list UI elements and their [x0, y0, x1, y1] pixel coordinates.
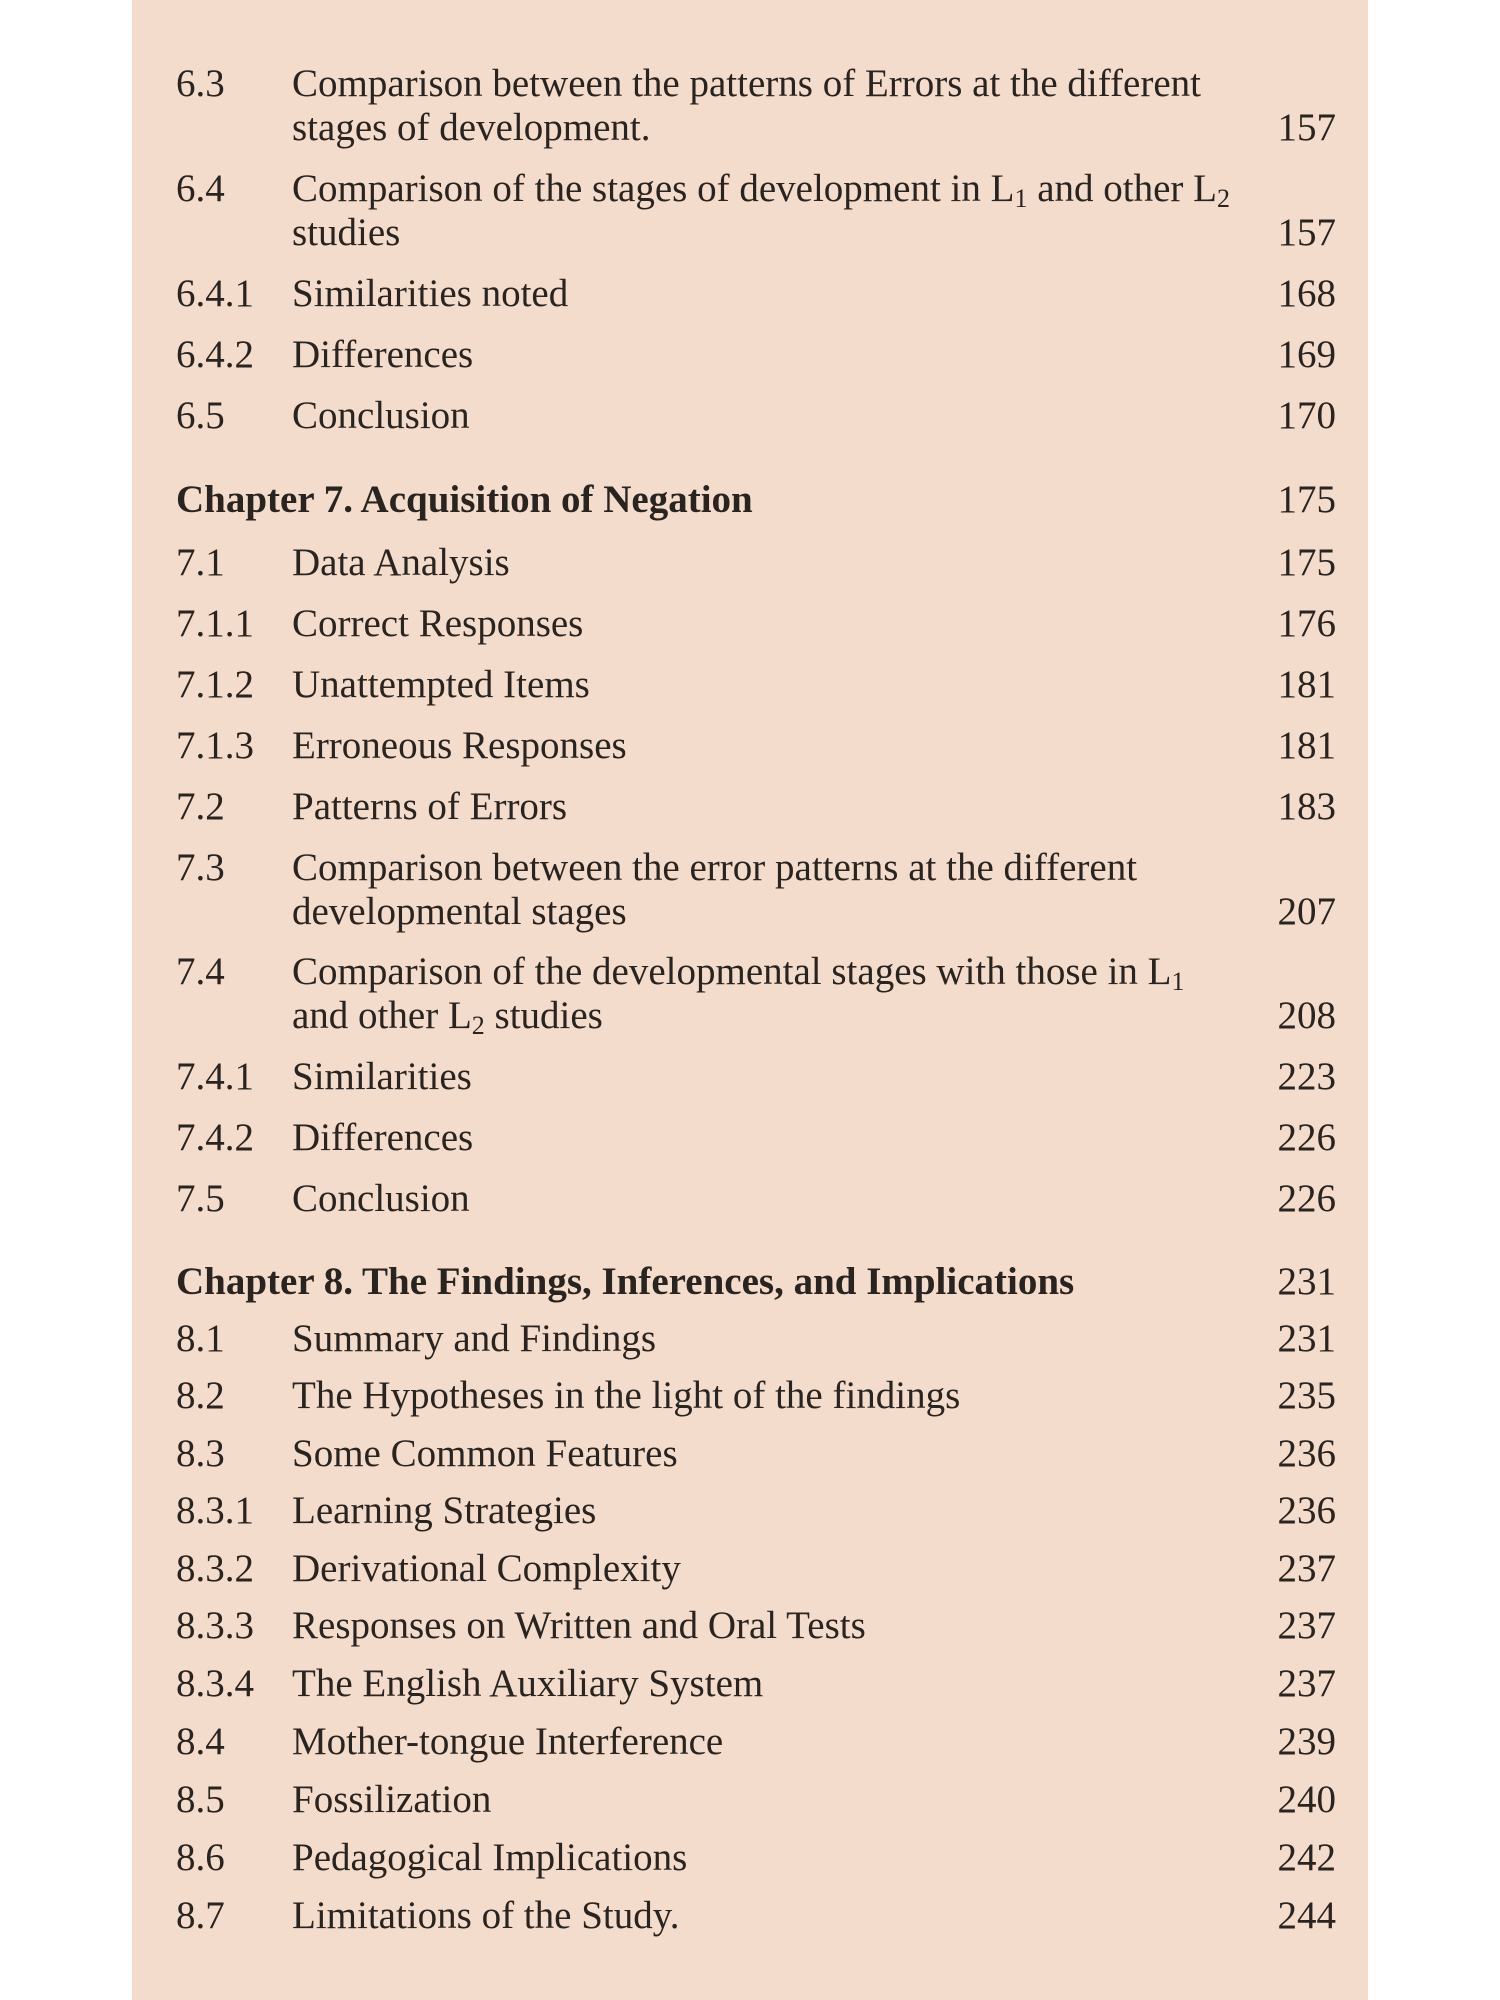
toc-entry [176, 1604, 1336, 1648]
entry-title: Comparison of the developmental stages with those in $L_1$ and other $L_2$ studies [292, 950, 1185, 1040]
entry-page: 168 [1277, 272, 1336, 315]
toc-entry [176, 785, 1336, 829]
toc-entry [176, 1374, 1336, 1418]
chapter-title: Chapter 7. Acquisition of Negation [176, 478, 753, 521]
toc-entry [176, 394, 1336, 438]
entry-title: Fossilization [292, 1778, 492, 1821]
entry-page: 181 [1277, 663, 1336, 706]
entry-number: 6.3 [176, 62, 225, 105]
entry-number: 7.4.2 [176, 1116, 254, 1159]
toc-entry [176, 541, 1336, 585]
entry-page: 240 [1277, 1778, 1336, 1821]
entry-title: Some Common Features [292, 1432, 678, 1475]
entry-title: Comparison between the patterns of Errors at the different stages of development. [292, 62, 1201, 149]
toc-entry [176, 602, 1336, 646]
entry-number: 6.4.2 [176, 333, 254, 376]
entry-page: 236 [1277, 1489, 1336, 1532]
entry-title: Pedagogical Implications [292, 1836, 688, 1879]
entry-number: 8.3.3 [176, 1604, 254, 1647]
entry-page: 208 [1277, 994, 1336, 1037]
entry-title: Conclusion [292, 1177, 470, 1220]
entry-title: Similarities [292, 1055, 472, 1098]
entry-title: Responses on Written and Oral Tests [292, 1604, 866, 1647]
entry-number: 6.4 [176, 167, 225, 210]
toc-entry [176, 62, 1336, 150]
entry-title: Erroneous Responses [292, 724, 627, 767]
entry-title: Data Analysis [292, 541, 510, 584]
entry-number: 8.2 [176, 1374, 225, 1417]
entry-title: Mother-tongue Interference [292, 1720, 724, 1763]
entry-title: Differences [292, 1116, 474, 1159]
entry-page: 175 [1277, 478, 1336, 521]
toc-entry [176, 1489, 1336, 1533]
contents-page [132, 0, 1368, 2000]
entry-title: Derivational Complexity [292, 1547, 681, 1590]
toc-entry [176, 950, 1336, 1038]
toc-entry [176, 1662, 1336, 1706]
toc-entry [176, 1778, 1336, 1822]
entry-page: 237 [1277, 1662, 1336, 1705]
toc-entry [176, 1317, 1336, 1361]
entry-title: Similarities noted [292, 272, 569, 315]
entry-title: Learning Strategies [292, 1489, 597, 1532]
entry-title: The English Auxiliary System [292, 1662, 764, 1705]
entry-number: 7.2 [176, 785, 225, 828]
entry-title: Summary and Findings [292, 1317, 657, 1360]
entry-page: 231 [1277, 1317, 1336, 1360]
toc-entry [176, 1177, 1336, 1221]
entry-page: 244 [1277, 1894, 1336, 1937]
entry-number: 7.5 [176, 1177, 225, 1220]
entry-page: 237 [1277, 1604, 1336, 1647]
entry-number: 8.3.4 [176, 1662, 254, 1705]
entry-number: 7.1.3 [176, 724, 254, 767]
toc-entry [176, 272, 1336, 316]
entry-page: 239 [1277, 1720, 1336, 1763]
toc-entry [176, 663, 1336, 707]
toc-entry [176, 1547, 1336, 1591]
entry-page: 236 [1277, 1432, 1336, 1475]
toc-entry [176, 1894, 1336, 1938]
entry-page: 207 [1277, 890, 1336, 933]
entry-number: 6.5 [176, 394, 225, 437]
entry-number: 8.1 [176, 1317, 225, 1360]
entry-page: 242 [1277, 1836, 1336, 1879]
entry-page: 169 [1277, 333, 1336, 376]
toc-entry [176, 1720, 1336, 1764]
entry-number: 7.4.1 [176, 1055, 254, 1098]
entry-title: Comparison between the error patterns at the different developmental stages [292, 846, 1138, 933]
entry-page: 183 [1277, 785, 1336, 828]
entry-number: 8.3.1 [176, 1489, 254, 1532]
entry-title: Differences [292, 333, 474, 376]
entry-page: 231 [1277, 1260, 1336, 1303]
entry-number: 7.1.2 [176, 663, 254, 706]
entry-page: 157 [1277, 211, 1336, 254]
entry-title: The Hypotheses in the light of the findings [292, 1374, 961, 1417]
entry-number: 8.7 [176, 1894, 225, 1937]
entry-page: 181 [1277, 724, 1336, 767]
toc-entry [176, 167, 1336, 255]
chapter-title: Chapter 8. The Findings, Inferences, and Implications [176, 1260, 1075, 1303]
entry-number: 8.3 [176, 1432, 225, 1475]
toc-entry [176, 333, 1336, 377]
entry-title: Correct Responses [292, 602, 584, 645]
entry-title: Limitations of the Study. [292, 1894, 680, 1937]
entry-page: 235 [1277, 1374, 1336, 1417]
entry-number: 8.6 [176, 1836, 225, 1879]
entry-page: 175 [1277, 541, 1336, 584]
entry-page: 226 [1277, 1116, 1336, 1159]
entry-title: Conclusion [292, 394, 470, 437]
entry-title: Patterns of Errors [292, 785, 568, 828]
toc-list [132, 0, 1368, 2000]
chapter-heading [176, 478, 1336, 522]
toc-entry [176, 724, 1336, 768]
entry-number: 7.4 [176, 950, 225, 993]
entry-number: 8.4 [176, 1720, 225, 1763]
entry-title: Unattempted Items [292, 663, 590, 706]
entry-page: 170 [1277, 394, 1336, 437]
toc-entry [176, 1432, 1336, 1476]
toc-entry [176, 1836, 1336, 1880]
chapter-heading [176, 1260, 1336, 1304]
toc-entry [176, 1116, 1336, 1160]
entry-page: 176 [1277, 602, 1336, 645]
entry-number: 7.3 [176, 846, 225, 889]
entry-page: 223 [1277, 1055, 1336, 1098]
toc-entry [176, 846, 1336, 934]
entry-number: 7.1 [176, 541, 225, 584]
entry-page: 157 [1277, 106, 1336, 149]
entry-number: 6.4.1 [176, 272, 254, 315]
toc-entry [176, 1055, 1336, 1099]
entry-page: 226 [1277, 1177, 1336, 1220]
entry-page: 237 [1277, 1547, 1336, 1590]
entry-title: Comparison of the stages of development in $L_1$ and other $L_2$ studies [292, 167, 1230, 254]
entry-number: 8.5 [176, 1778, 225, 1821]
entry-number: 7.1.1 [176, 602, 254, 645]
entry-number: 8.3.2 [176, 1547, 254, 1590]
